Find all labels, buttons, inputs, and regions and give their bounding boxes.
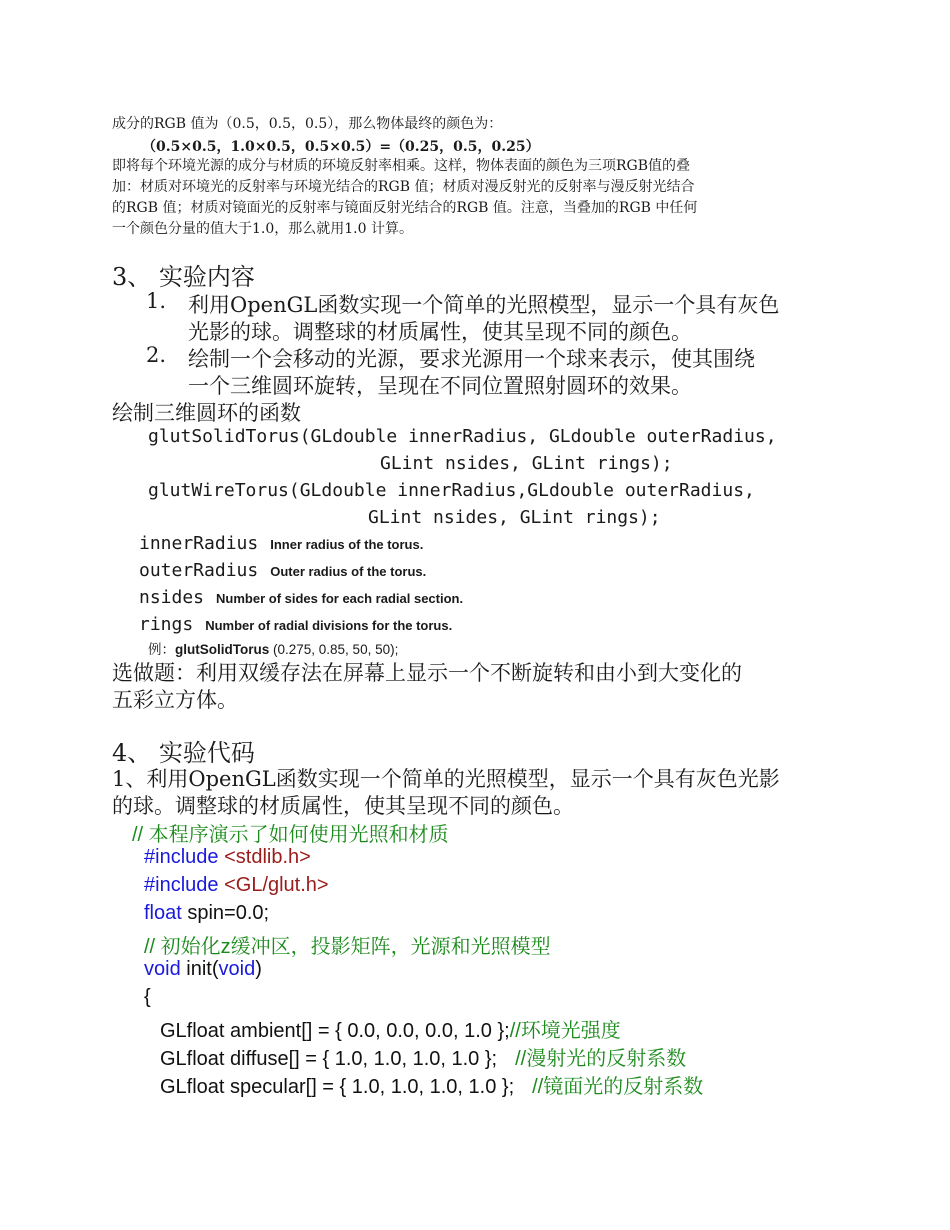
code-float-spin: [144, 902, 269, 925]
code-comment: //环境光强度: [509, 1020, 621, 1042]
code-text: ): [255, 958, 262, 980]
code-text: GLfloat diffuse[] = { 1.0, 1.0, 1.0, 1.0 };: [160, 1048, 498, 1070]
wire-torus-signature-line-1: glutWireTorus(GLdouble innerRadius,GLdouble outerRadius,: [148, 480, 755, 501]
intro-line-6: 一个颜色分量的值大于1.0，那么就用1.0 计算。: [112, 221, 413, 237]
code-keyword: void: [144, 958, 181, 980]
param-outer-radius: [139, 560, 426, 581]
code-description-line-1: 1、利用OpenGL函数实现一个简单的光照模型，显示一个具有灰色光影: [112, 767, 780, 791]
code-init-declaration: [144, 958, 262, 981]
intro-line-4: 加：材质对环境光的反射率与环境光结合的RGB 值；材质对漫反射光的反射率与漫反射光结合: [112, 179, 695, 195]
param-description: Inner radius of the torus.: [270, 537, 424, 552]
param-nsides: [139, 587, 463, 608]
torus-example: [148, 638, 398, 658]
code-keyword: #include: [144, 874, 219, 896]
code-keyword: void: [218, 958, 256, 980]
code-comment-line: // 本程序演示了如何使用光照和材质: [132, 824, 449, 846]
code-comment: //镜面光的反射系数: [532, 1076, 704, 1098]
code-comment-line: // 初始化z缓冲区，投影矩阵，光源和光照模型: [144, 936, 551, 958]
intro-line-3: 即将每个环境光源的成分与材质的环境反射率相乘。这样，物体表面的颜色为三项RGB值的叠: [112, 158, 691, 174]
code-ambient-line: [160, 1014, 621, 1043]
item-1-number: 1.: [146, 289, 167, 313]
param-rings: [139, 614, 452, 635]
param-name: innerRadius: [139, 533, 259, 554]
code-keyword: #include: [144, 846, 219, 868]
param-name: outerRadius: [139, 560, 259, 581]
param-inner-radius: [139, 533, 423, 554]
torus-function-subtitle: 绘制三维圆环的函数: [112, 401, 301, 425]
example-arguments: (0.275, 0.85, 50, 50);: [269, 642, 399, 657]
param-description: Outer radius of the torus.: [270, 564, 427, 579]
section-4-title: 4、 实验代码: [112, 739, 255, 767]
code-text: GLfloat ambient[] = { 0.0, 0.0, 0.0, 1.0 };: [160, 1020, 510, 1042]
intro-line-5: 的RGB 值；材质对镜面光的反射率与镜面反射光结合的RGB 值。注意，当叠加的RGB 中任何: [112, 200, 698, 216]
code-text: init(: [180, 958, 219, 980]
code-text: spin=0.0;: [181, 902, 270, 924]
param-name: rings: [139, 614, 194, 635]
item-2-line-1: 绘制一个会移动的光源，要求光源用一个球来表示，使其围绕: [188, 347, 755, 371]
code-header-name: <GL/glut.h>: [224, 874, 329, 896]
intro-formula: （0.5×0.5，1.0×0.5，0.5×0.5）=（0.25，0.5，0.25）: [142, 139, 540, 155]
solid-torus-signature-line-2: GLint nsides, GLint rings);: [380, 453, 673, 474]
param-name: nsides: [139, 587, 205, 608]
code-diffuse-line: [160, 1042, 686, 1071]
intro-line-1: 成分的RGB 值为（0.5，0.5，0.5），那么物体最终的颜色为：: [112, 116, 503, 132]
code-include-stdlib: [144, 846, 311, 869]
item-2-line-2: 一个三维圆环旋转，呈现在不同位置照射圆环的效果。: [188, 374, 692, 398]
example-prefix: 例：: [148, 642, 175, 657]
code-description-line-2: 的球。调整球的材质属性，使其呈现不同的颜色。: [112, 794, 574, 818]
example-function: glutSolidTorus: [175, 642, 270, 657]
optional-task-line-1: 选做题：利用双缓存法在屏幕上显示一个不断旋转和由小到大变化的: [112, 661, 742, 685]
param-description: Number of sides for each radial section.: [216, 591, 464, 606]
solid-torus-signature-line-1: glutSolidTorus(GLdouble innerRadius, GLdouble outerRadius,: [148, 426, 777, 447]
item-1-line-1: 利用OpenGL函数实现一个简单的光照模型，显示一个具有灰色: [188, 293, 780, 317]
wire-torus-signature-line-2: GLint nsides, GLint rings);: [368, 507, 661, 528]
code-text: GLfloat specular[] = { 1.0, 1.0, 1.0, 1.0 };: [160, 1076, 515, 1098]
code-open-brace: {: [144, 986, 151, 1008]
optional-task-line-2: 五彩立方体。: [112, 688, 238, 712]
section-3-title: 3、 实验内容: [112, 263, 255, 291]
item-1-line-2: 光影的球。调整球的材质属性，使其呈现不同的颜色。: [188, 320, 692, 344]
code-specular-line: [160, 1070, 703, 1099]
code-include-glut: [144, 874, 329, 897]
code-keyword: float: [144, 902, 182, 924]
code-header-name: <stdlib.h>: [224, 846, 311, 868]
code-comment: //漫射光的反射系数: [515, 1048, 687, 1070]
item-2-number: 2.: [146, 343, 167, 367]
param-description: Number of radial divisions for the torus.: [205, 618, 453, 633]
